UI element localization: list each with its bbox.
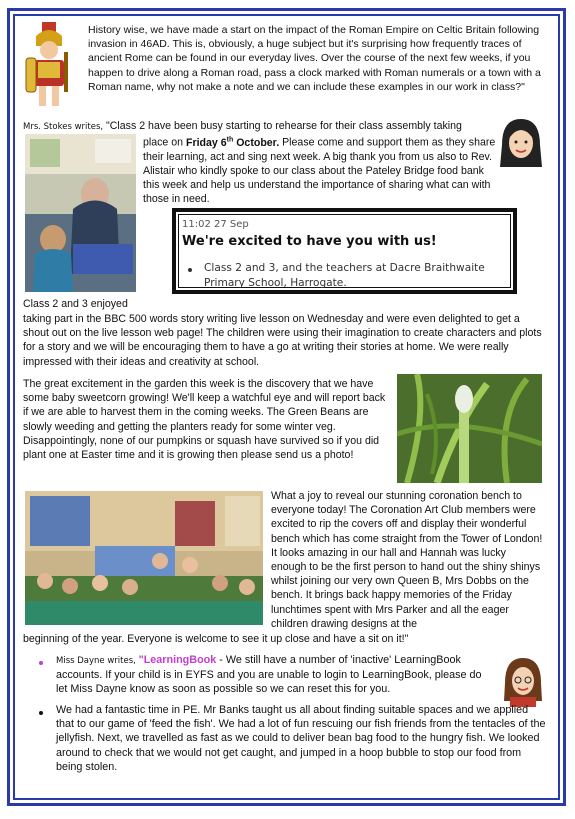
garden-paragraph: The great excitement in the garden this week is the discovery that we have some baby sweetcorn growing! We'll keep a watchful eye and will report back if we are able to harvest them in the coming weeks. The Green Beans are slowly weeding and getting the planters ready for some winter veg. Disappointingly, none of our pumpkins or squash have survived so if you did plant one at Easter time and it is growing then please send us a photo!: [23, 378, 386, 462]
learningbook-quote-mark: ": [138, 654, 144, 666]
coronation-bench-photo: [25, 491, 263, 625]
assembly-date: Friday 6th October.: [186, 136, 280, 149]
bbc-first-line: Class 2 and 3 enjoyed: [23, 298, 128, 310]
bullet-dot-learningbook: [39, 661, 43, 665]
class2-details: Please come and support them as they share their learning, act and sing next week. A big thank you from us also to Rev. Alistair who kindly spoke to our class about the Pateley Bridge food bank this week and help us understand the importance of sharing what can with those in need.: [143, 136, 496, 206]
live-lesson-time: 11:02 27 Sep: [182, 219, 249, 230]
live-lesson-heading: We're excited to have you with us!: [182, 234, 437, 249]
bullet-dot-pe: [39, 711, 43, 715]
miss-dayne-avatar: [502, 655, 544, 707]
classroom-photo: [25, 134, 136, 292]
live-lesson-bullet-dot: [188, 268, 192, 272]
class2-first-line: [23, 119, 493, 134]
pe-paragraph: We had a fantastic time in PE. Mr Banks taught us all about finding suitable spaces and we applied that to our game of 'feed the fish'. We had a lot of fun rescuing our fish friends from the tentacles of the jellyfish. Next, we travelled as fast as we could to deliver bean bag food to the hungry fish. We looked around to check that we would not get caught, and jumped in a hoop bubble to stop our food from being stolen.: [56, 704, 546, 773]
class2-paragraph: [143, 133, 497, 207]
bench-paragraph: What a joy to reveal our stunning coronation bench to everyone today! The Coronation Art Club members were excited to rip the covers off and display their wonderful bench which has come straight from the Tower of London! It looks amazing in our hall and Hannah was lucky enough to be the first person to hand out the shiny shinys whilst joining our very own Queen B, Mrs Dobbs on the bench. It brings back happy memories of the Friday lunchtimes spent with Mrs Parker and all the eager children drawing designs at the: [271, 490, 543, 630]
bench-last-line: beginning of the year. Everyone is welcome to see it up close and have a sit on it!": [23, 633, 409, 645]
class2-place-on: place on: [143, 136, 186, 149]
class2-signature: Mrs. Stokes writes,: [23, 122, 104, 132]
roman-soldier-illustration: [22, 22, 78, 108]
sweetcorn-photo: [397, 374, 542, 483]
learningbook-paragraph: [56, 653, 494, 697]
learningbook-text: - We still have a number of 'inactive' LearningBook accounts. If your child is in EYFS and you are unable to login to LearningBook, please do let Miss Dayne know as soon as possible so we can reset this for you.: [56, 654, 482, 696]
learningbook-signature: Miss Dayne writes,: [56, 656, 139, 666]
live-lesson-bullet: Class 2 and 3, and the teachers at Dacre Braithwaite Primary School, Harrogate.: [204, 262, 485, 289]
class2-line1: "Class 2 have been busy starting to rehearse for their class assembly taking: [103, 120, 462, 132]
learningbook-title: LearningBook: [143, 654, 217, 666]
bbc-paragraph: taking part in the BBC 500 words story writing live lesson on Wednesday and were even delighted to get a shout out on the live lesson web page! The children were using their imagination to create characters and plots for a story and we will be encouraging them to have a go at writing their stories at home. We were really impressed with their ideas and creativity at school.: [23, 313, 542, 368]
mrs-stokes-avatar: [498, 115, 544, 171]
live-lesson-screenshot: [172, 208, 517, 294]
history-paragraph: History wise, we have made a start on the impact of the Roman Empire on Celtic Britain following invasion in 46AD. This is, obviously, a huge subject but it's surprising how frequently traces of ancient Rome can be found in our everyday lives. Over the course of the next few weeks, if you happen to drive along a Roman road, pass a clock marked with Roman numerals or a town with a Roman name, why not make a note and we can include these examples in our work in class?": [88, 24, 541, 93]
